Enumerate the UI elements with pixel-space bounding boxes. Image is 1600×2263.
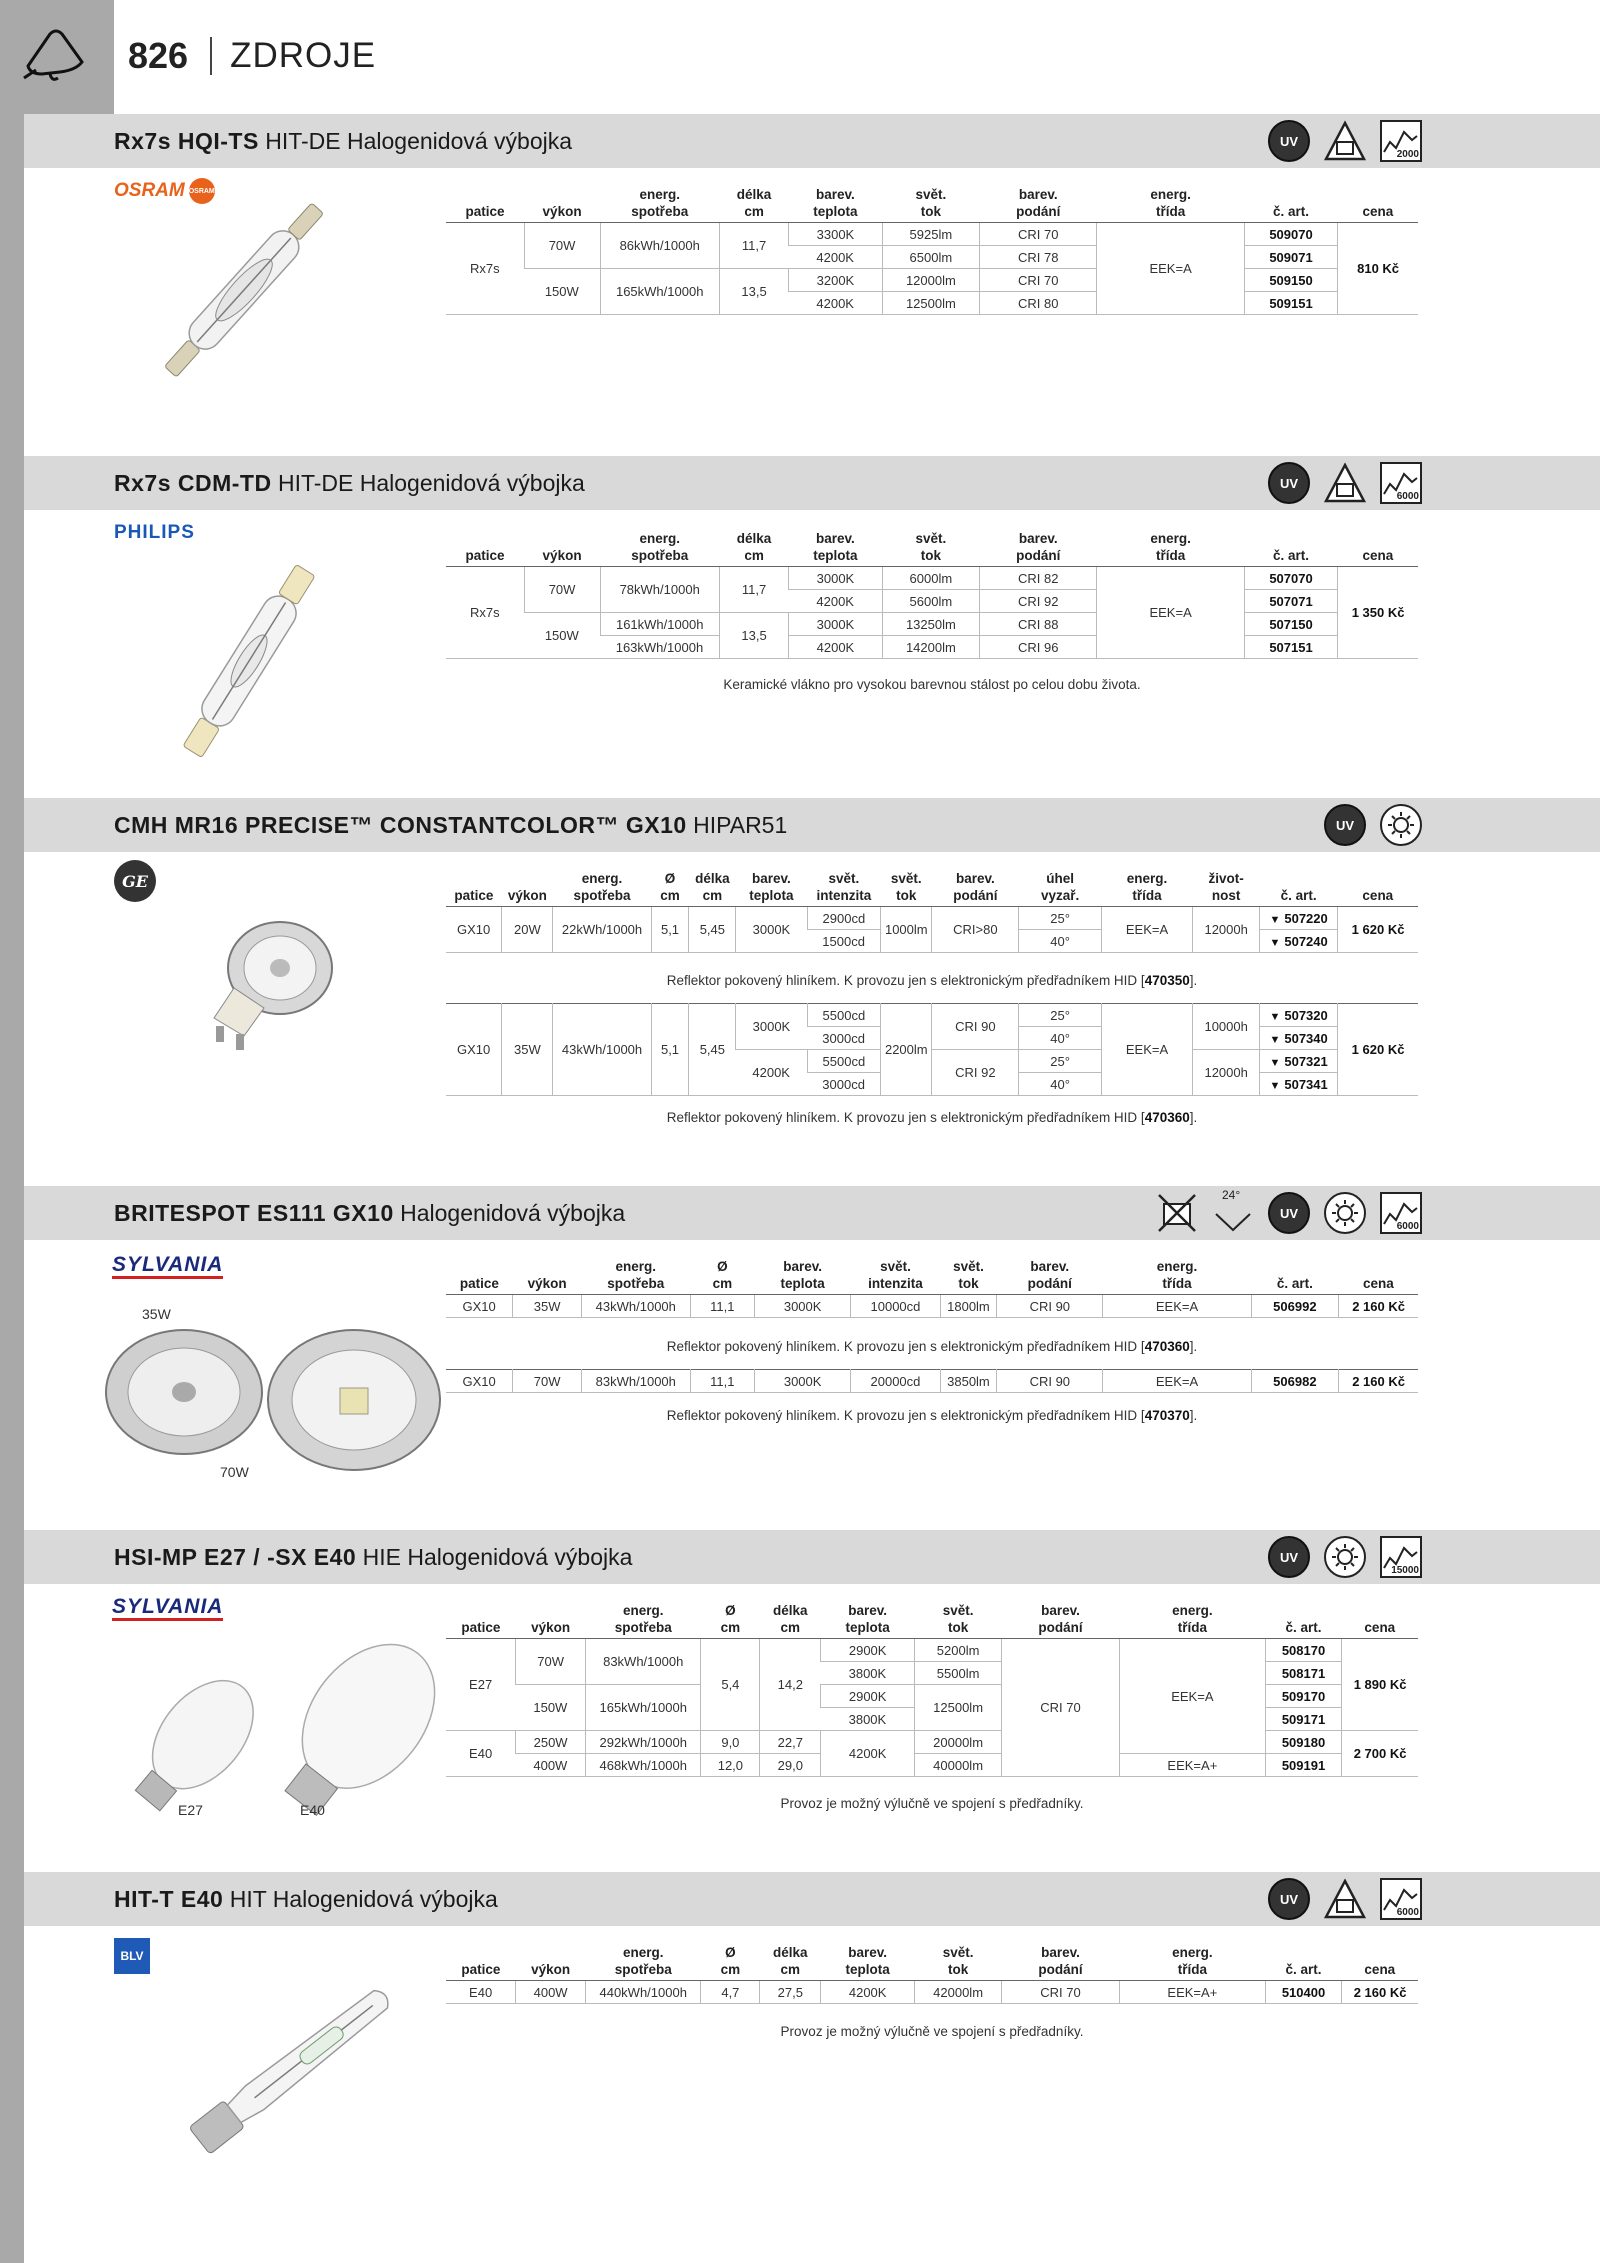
col-header: délka cm (689, 870, 736, 907)
table-row: E40 250W 292kWh/1000h 9,0 22,7 4200K 20000lm 509180 2 700 Kč (446, 1731, 1418, 1754)
table-row: 4200K 5600lm CRI 92 507071 (446, 590, 1418, 613)
product-note: Reflektor pokovený hliníkem. K provozu jen s elektronickým předřadníkem HID [470360]. (666, 1110, 1198, 1125)
col-header: energ. spotřeba (582, 1258, 690, 1295)
col-header: Ø cm (701, 1602, 760, 1639)
table-row: Rx7s 70W 78kWh/1000h 11,7 3000K 6000lm CRI 82 EEK=A 507070 1 350 Kč (446, 567, 1418, 590)
product-section-britespot (24, 1186, 1600, 1530)
header-separator (210, 37, 212, 75)
table-row: 4200K 5500cd CRI 92 25° 12000h ▼ 507321 (446, 1050, 1418, 1073)
section-title-bar (24, 1530, 1600, 1584)
feature-icons (1268, 120, 1422, 162)
col-header: energ. spotřeba (585, 1944, 701, 1981)
col-header: výkon (524, 186, 600, 223)
col-header: cena (1338, 530, 1418, 567)
lamp-photo-cdm-td (134, 546, 364, 776)
page-title: ZDROJE (230, 36, 377, 75)
col-header: barev. podání (932, 870, 1019, 907)
photo-caption-e40: E40 (300, 1802, 325, 1818)
table-row: 150W 165kWh/1000h 13,5 3200K 12000lm CRI 70 509150 (446, 269, 1418, 292)
table-row: 4200K 6500lm CRI 78 509071 (446, 246, 1418, 269)
col-header: barev. teplota (789, 186, 882, 223)
table-row: GX10 35W 43kWh/1000h 5,1 5,45 3000K 5500cd 2200lm CRI 90 25° EEK=A 10000h ▼ 507320 1 620 Kč (446, 1004, 1418, 1027)
lamp-photo-es111 (104, 1322, 444, 1482)
col-header: délka cm (760, 1602, 821, 1639)
lifetime-15000-icon: 15000 (1380, 1536, 1422, 1578)
product-section-hqi-ts (24, 114, 1600, 454)
col-header: energ. třída (1101, 870, 1192, 907)
product-note: Provoz je možný výlučně ve spojení s předřadníky. (780, 1796, 1084, 1811)
table-row: GX10 20W 22kWh/1000h 5,1 5,45 3000K 2900cd 1000lm CRI>80 25° EEK=A 12000h ▼ 507220 1 620 Kč (446, 907, 1418, 930)
col-header: patice (446, 870, 502, 907)
col-header: cena (1338, 870, 1418, 907)
col-header: č. art. (1251, 1258, 1339, 1295)
col-header: cena (1338, 186, 1418, 223)
col-header: cena (1339, 1258, 1418, 1295)
col-header: výkon (516, 1944, 586, 1981)
brand-logo-osram: OSRAM OSRAM (114, 178, 215, 204)
page-header (128, 34, 376, 78)
brand-logo-sylvania: SYLVANIA (112, 1254, 223, 1279)
col-header: energ. třída (1119, 1602, 1265, 1639)
col-header: barev. podání (980, 530, 1097, 567)
brand-logo-philips: PHILIPS (114, 522, 195, 543)
col-header: život- nost (1193, 870, 1260, 907)
col-header: svět. intenzita (851, 1258, 941, 1295)
table-row: E40 400W 440kWh/1000h 4,7 27,5 4200K 42000lm CRI 70 EEK=A+ 510400 2 160 Kč (446, 1981, 1418, 2004)
corner-block (0, 0, 114, 114)
brand-logo-ge: GE (114, 860, 156, 902)
product-note: Reflektor pokovený hliníkem. K provozu jen s elektronickým předřadníkem HID [470350]. (666, 973, 1198, 988)
table-row: GX10 35W 43kWh/1000h 11,1 3000K 10000cd 1800lm CRI 90 EEK=A 506992 2 160 Kč (446, 1295, 1418, 1318)
col-header: Ø cm (690, 1258, 755, 1295)
col-header: délka cm (760, 1944, 821, 1981)
table-row: 150W 165kWh/1000h 2900K 12500lm 509170 (446, 1685, 1418, 1708)
hot-warning-icon (1324, 120, 1366, 162)
photo-caption-e27: E27 (178, 1802, 203, 1818)
brand-logo-sylvania: SYLVANIA (112, 1596, 223, 1621)
table-row: GX10 70W 83kWh/1000h 11,1 3000K 20000cd 3850lm CRI 90 EEK=A 506982 2 160 Kč (446, 1370, 1418, 1393)
col-header: patice (446, 530, 524, 567)
section-title-bar (24, 1872, 1600, 1926)
section-title: BRITESPOT ES111 GX10 Halogenidová výbojka (114, 1200, 626, 1226)
col-header: délka cm (719, 530, 788, 567)
col-header: č. art. (1244, 530, 1337, 567)
product-note: Reflektor pokovený hliníkem. K provozu jen s elektronickým předřadníkem HID [470370]. (666, 1408, 1198, 1423)
lamp-photo-mr16 (194, 908, 344, 1058)
col-header: svět. tok (882, 530, 980, 567)
spec-table-35w (446, 1258, 1418, 1318)
uv-stop-icon: UV (1324, 804, 1366, 846)
section-title-bar (24, 1186, 1600, 1240)
spec-table-70w (446, 1369, 1418, 1393)
product-section-hsi-mp (24, 1530, 1600, 1872)
product-note: Keramické vlákno pro vysokou barevnou stálost po celou dobu života. (723, 677, 1141, 692)
reflector-icon (1324, 1192, 1366, 1234)
section-title: Rx7s CDM-TD HIT-DE Halogenidová výbojka (114, 470, 585, 496)
col-header: č. art. (1265, 1602, 1341, 1639)
table-row: 1500cd 40° ▼ 507240 (446, 930, 1418, 953)
no-dimming-icon (1156, 1192, 1198, 1234)
section-title-bar (24, 798, 1600, 852)
col-header: č. art. (1265, 1944, 1341, 1981)
section-title: CMH MR16 PRECISE™ CONSTANTCOLOR™ GX10 HIPAR51 (114, 812, 788, 838)
col-header: svět. intenzita (807, 870, 881, 907)
uv-stop-icon: UV (1268, 1878, 1310, 1920)
col-header: výkon (502, 870, 553, 907)
table-row: 150W 161kWh/1000h 13,5 3000K 13250lm CRI 88 507150 (446, 613, 1418, 636)
spec-table-35w (446, 1003, 1418, 1096)
col-header: úhel vyzař. (1019, 870, 1101, 907)
col-header: výkon (524, 530, 600, 567)
table-row: 4200K 12500lm CRI 80 509151 (446, 292, 1418, 315)
col-header: délka cm (719, 186, 788, 223)
lamp-photo-hqi-ts (114, 190, 374, 390)
col-header: patice (446, 1258, 513, 1295)
table-row: 3800K 5500lm 508171 (446, 1662, 1418, 1685)
col-header: energ. třída (1097, 530, 1245, 567)
uv-stop-icon: UV (1268, 462, 1310, 504)
hot-warning-icon (1324, 1878, 1366, 1920)
col-header: barev. podání (1002, 1602, 1120, 1639)
table-row: 3000cd 40° ▼ 507341 (446, 1073, 1418, 1096)
section-title: HSI-MP E27 / -SX E40 HIE Halogenidová výbojka (114, 1544, 633, 1570)
col-header: Ø cm (651, 870, 689, 907)
col-header: barev. teplota (755, 1258, 851, 1295)
feature-icons (1268, 1536, 1422, 1578)
lifetime-6000-icon: 6000 (1380, 1878, 1422, 1920)
product-note: Provoz je možný výlučně ve spojení s předřadníky. (780, 2024, 1084, 2039)
col-header: barev. teplota (789, 530, 882, 567)
feature-icons (1156, 1188, 1422, 1234)
col-header: energ. spotřeba (553, 870, 651, 907)
table-row: 163kWh/1000h 4200K 14200lm CRI 96 507151 (446, 636, 1418, 659)
spec-table (446, 1944, 1418, 2004)
beam-angle-icon: 24° (1212, 1192, 1254, 1234)
hot-warning-icon (1324, 462, 1366, 504)
col-header: barev. podání (997, 1258, 1103, 1295)
col-header: svět. tok (881, 870, 932, 907)
product-note: Reflektor pokovený hliníkem. K provozu jen s elektronickým předřadníkem HID [470360]. (666, 1339, 1198, 1354)
table-row: Rx7s 70W 86kWh/1000h 11,7 3300K 5925lm CRI 70 EEK=A 509070 810 Kč (446, 223, 1418, 246)
feature-icons (1268, 1878, 1422, 1920)
photo-caption-70w: 70W (220, 1464, 249, 1480)
reflector-icon (1324, 1536, 1366, 1578)
col-header: energ. spotřeba (585, 1602, 701, 1639)
col-header: cena (1342, 1944, 1418, 1981)
col-header: barev. teplota (821, 1602, 915, 1639)
col-header: barev. podání (1002, 1944, 1120, 1981)
spec-table (446, 530, 1418, 659)
col-header: svět. tok (882, 186, 980, 223)
col-header: energ. spotřeba (600, 186, 719, 223)
col-header: výkon (513, 1258, 582, 1295)
table-row: 3000cd 40° ▼ 507340 (446, 1027, 1418, 1050)
product-section-cdm-td (24, 456, 1600, 796)
photo-caption-35w: 35W (142, 1306, 171, 1322)
lifetime-6000-icon: 6000 (1380, 1192, 1422, 1234)
table-row: 400W 468kWh/1000h 12,0 29,0 40000lm EEK=A+ 509191 (446, 1754, 1418, 1777)
table-row: 3800K 509171 (446, 1708, 1418, 1731)
page-number: 826 (128, 35, 189, 76)
col-header: patice (446, 1944, 516, 1981)
uv-stop-icon: UV (1268, 1192, 1310, 1234)
product-section-cmh-mr16 (24, 798, 1600, 1184)
col-header: výkon (516, 1602, 586, 1639)
col-header: energ. třída (1097, 186, 1245, 223)
table-row: E27 70W 83kWh/1000h 5,4 14,2 2900K 5200lm CRI 70 EEK=A 508170 1 890 Kč (446, 1639, 1418, 1662)
col-header: č. art. (1260, 870, 1338, 907)
lamp-photo-hsi-mp (110, 1640, 440, 1830)
col-header: barev. teplota (821, 1944, 915, 1981)
col-header: energ. třída (1119, 1944, 1265, 1981)
spec-table (446, 186, 1418, 315)
section-title: HIT-T E40 HIT Halogenidová výbojka (114, 1886, 498, 1912)
reflector-icon (1380, 804, 1422, 846)
col-header: patice (446, 1602, 516, 1639)
side-bar (0, 0, 24, 2263)
brand-logo-blv: BLV (114, 1938, 150, 1974)
lamp-bulb-icon (20, 26, 90, 82)
col-header: svět. tok (915, 1944, 1002, 1981)
feature-icons (1268, 462, 1422, 504)
col-header: cena (1342, 1602, 1418, 1639)
col-header: barev. podání (980, 186, 1097, 223)
section-title: Rx7s HQI-TS HIT-DE Halogenidová výbojka (114, 128, 573, 154)
lifetime-2000-icon: 2000 (1380, 120, 1422, 162)
lifetime-6000-icon: 6000 (1380, 462, 1422, 504)
spec-table-20w (446, 870, 1418, 953)
col-header: patice (446, 186, 524, 223)
lamp-photo-hit-t (154, 1952, 434, 2182)
col-header: energ. třída (1103, 1258, 1251, 1295)
col-header: č. art. (1244, 186, 1337, 223)
uv-stop-icon: UV (1268, 1536, 1310, 1578)
spec-table (446, 1602, 1418, 1777)
col-header: barev. teplota (736, 870, 807, 907)
section-title-bar (24, 114, 1600, 168)
feature-icons (1324, 804, 1422, 846)
uv-stop-icon: UV (1268, 120, 1310, 162)
col-header: Ø cm (701, 1944, 760, 1981)
col-header: svět. tok (940, 1258, 996, 1295)
product-section-hit-t (24, 1872, 1600, 2263)
col-header: svět. tok (915, 1602, 1002, 1639)
section-title-bar (24, 456, 1600, 510)
col-header: energ. spotřeba (600, 530, 719, 567)
